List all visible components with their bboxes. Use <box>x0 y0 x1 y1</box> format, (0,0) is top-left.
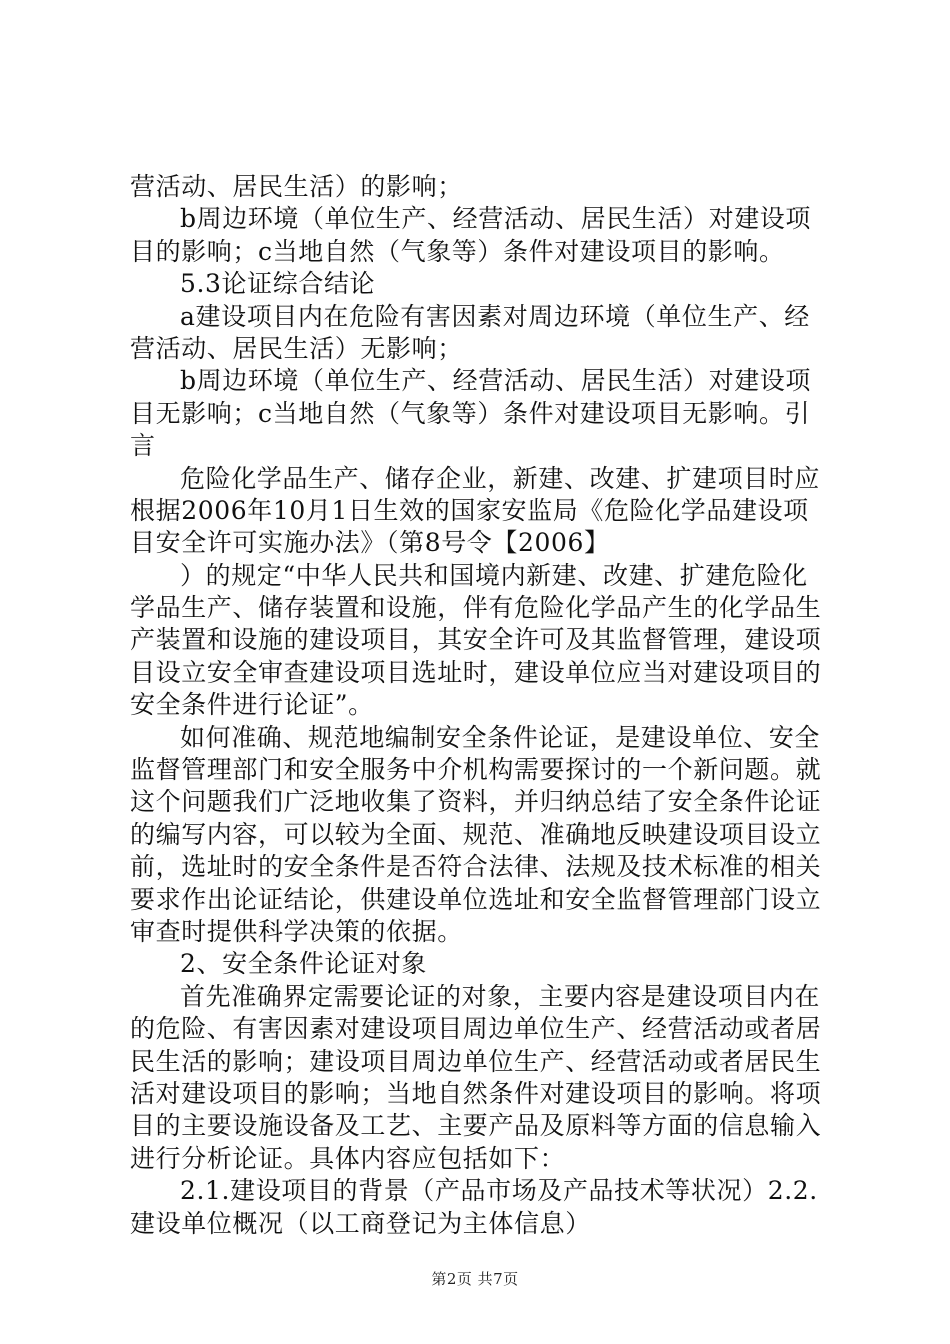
text-line: 首先准确界定需要论证的对象，主要内容是建设项目内在 <box>180 981 821 1011</box>
text-line: 建设单位概况（以工商登记为主体信息） <box>130 1208 591 1238</box>
text-line: a建设项目内在危险有害因素对周边环境（单位生产、经 <box>180 301 810 331</box>
text-line: 安全条件进行论证”。 <box>130 690 374 720</box>
text-line: 学品生产、储存装置和设施，伴有危险化学品产生的化学品生 <box>130 593 822 623</box>
text-line: 目的主要设施设备及工艺、主要产品及原料等方面的信息输入 <box>130 1111 822 1141</box>
text-line: 要求作出论证结论，供建设单位选址和安全监督管理部门设立 <box>130 884 822 914</box>
text-line: 2.1.建设项目的背景（产品市场及产品技术等状况）2.2. <box>180 1176 818 1206</box>
text-line: 如何准确、规范地编制安全条件论证，是建设单位、安全 <box>180 722 821 752</box>
text-line: b周边环境（单位生产、经营活动、居民生活）对建设项 <box>180 366 812 396</box>
text-line: 目无影响；c当地自然（气象等）条件对建设项目无影响。引 <box>130 398 811 428</box>
text-line: 活对建设项目的影响；当地自然条件对建设项目的影响。将项 <box>130 1078 822 1108</box>
text-line: 危险化学品生产、储存企业，新建、改建、扩建项目时应 <box>180 463 821 493</box>
page-footer: 第2页 共7页 <box>431 1270 519 1288</box>
text-line: 产装置和设施的建设项目，其安全许可及其监督管理，建设项 <box>130 625 822 655</box>
text-line: 监督管理部门和安全服务中介机构需要探讨的一个新问题。就 <box>130 755 822 785</box>
text-line: 目设立安全审查建设项目选址时，建设单位应当对建设项目的 <box>130 657 822 687</box>
text-line: 的危险、有害因素对建设项目周边单位生产、经营活动或者居 <box>130 1014 822 1044</box>
text-line: 目的影响；c当地自然（气象等）条件对建设项目的影响。 <box>130 236 785 266</box>
text-line: 5.3论证综合结论 <box>180 269 376 299</box>
text-line: 根据2006年10月1日生效的国家安监局《危险化学品建设项 <box>130 495 809 525</box>
text-line: 前，选址时的安全条件是否符合法律、法规及技术标准的相关 <box>130 852 822 882</box>
text-line: 审查时提供科学决策的依据。 <box>130 916 463 946</box>
text-line: 的编写内容，可以较为全面、规范、准确地反映建设项目设立 <box>130 819 822 849</box>
text-line: b周边环境（单位生产、经营活动、居民生活）对建设项 <box>180 204 812 234</box>
text-line: 营活动、居民生活）的影响； <box>130 172 463 201</box>
text-line: 民生活的影响；建设项目周边单位生产、经营活动或者居民生 <box>130 1046 822 1076</box>
document-body <box>130 171 830 1240</box>
text-line: ）的规定“中华人民共和国境内新建、改建、扩建危险化 <box>180 560 808 590</box>
text-line: 2、安全条件论证对象 <box>180 949 427 979</box>
text-line: 进行分析论证。具体内容应包括如下： <box>130 1143 566 1173</box>
text-line: 目安全许可实施办法》（第8号令【2006】 <box>130 528 610 558</box>
text-line: 营活动、居民生活）无影响； <box>130 333 463 363</box>
text-line: 这个问题我们广泛地收集了资料，并归纳总结了安全条件论证 <box>130 787 822 817</box>
text-line: 言 <box>130 431 156 461</box>
